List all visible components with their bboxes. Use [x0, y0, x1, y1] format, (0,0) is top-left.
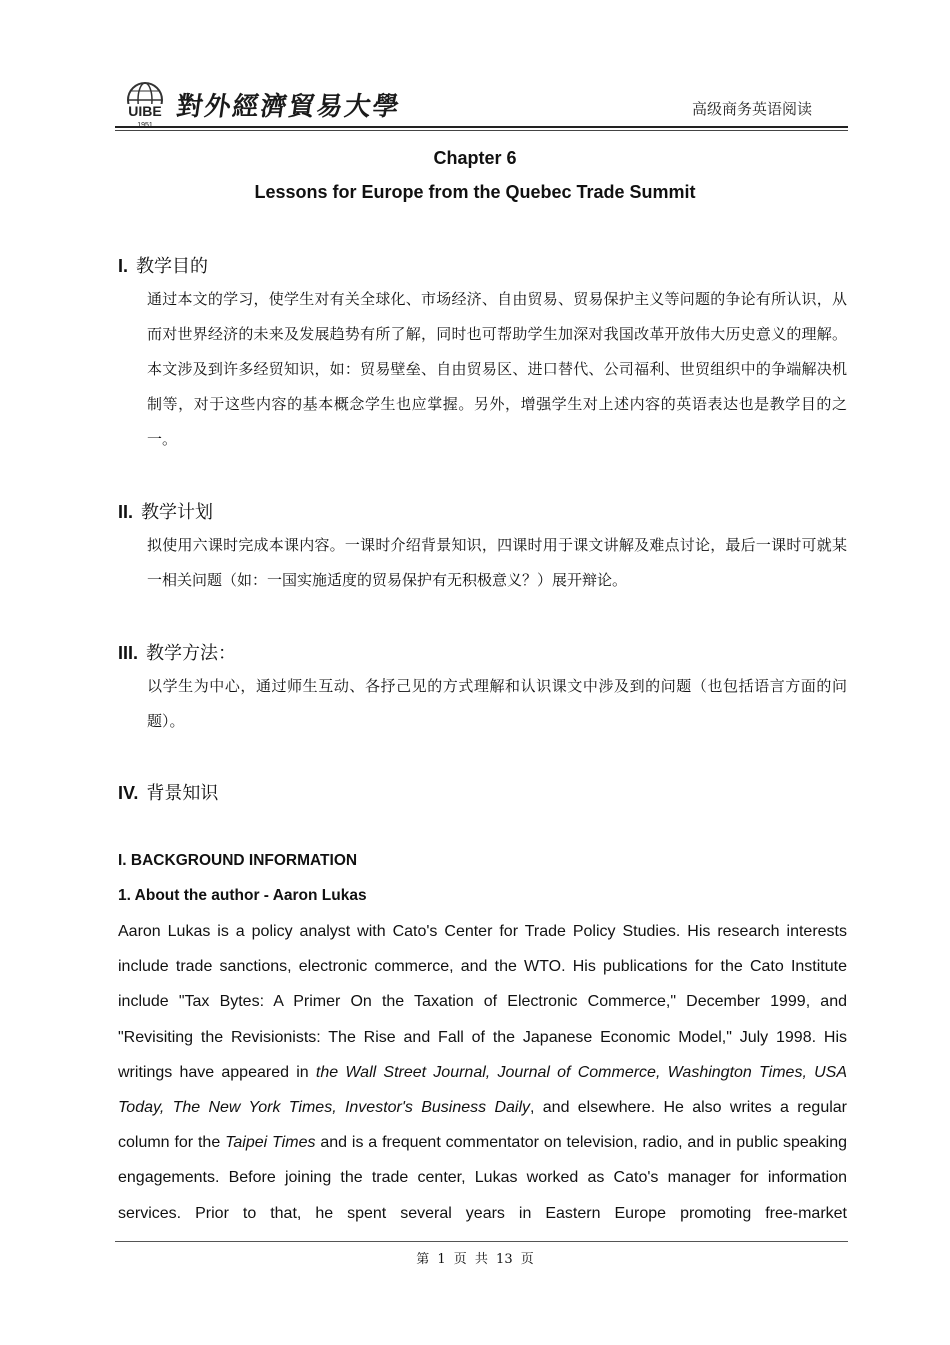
section-heading-objectives: [118, 252, 208, 278]
footer-rule: [115, 1241, 848, 1242]
author-text-part3: and is a frequent commentator on television, radio, and in public speaking engagements. Before joining the trade center, Lukas worked as Cato's manager for information services. Prior to that, he spent several years in Eastern Europe promoting free-market: [118, 1134, 847, 1222]
page-number: 第 1 页 共 13 页: [416, 1252, 534, 1267]
chapter-subtitle: Lessons for Europe from the Quebec Trade Summit: [254, 182, 696, 202]
page-header: [115, 78, 848, 130]
background-heading: I. BACKGROUND INFORMATION: [118, 852, 358, 869]
header-rule-thin: [115, 130, 848, 131]
author-text-part2: , and elsewhere. He also writes a regular column for the: [118, 1099, 847, 1152]
plan-paragraph: 拟使用六课时完成本课内容。一课时介绍背景知识，四课时用于课文讲解及难点讨论，最后一课时可就某一相关问题（如：一国实施适度的贸易保护有无积极意义？）展开辩论。: [147, 536, 847, 589]
author-paragraph: [118, 914, 847, 1231]
author-subheading: 1. About the author - Aaron Lukas: [118, 887, 367, 904]
section-number: IV.: [118, 783, 139, 803]
publications-list: the Wall Street Journal, Journal of Commerce, Washington Times, USA Today, The New York Times, Investor's Business Daily: [118, 1063, 848, 1117]
section-title: 教学计划: [141, 502, 214, 522]
author-text-part1: Aaron Lukas is a policy analyst with Cato's Center for Trade Policy Studies. His research interests include trade sanctions, electronic commerce, and the WTO. His publications for the Cato Institute include "Tax Bytes: A Primer On the Taxation of Electronic Commerce," December 1999, and "Revisiting the Revisionists: The Rise and Fall of the Japanese Economic Model," July 1998. His writings have appeared in: [118, 923, 847, 1081]
header-rule-thick: [115, 126, 848, 128]
section-title: 教学方法：: [146, 643, 237, 663]
section-heading-background: [118, 779, 218, 805]
section-number: III.: [118, 643, 139, 663]
section-title: 背景知识: [146, 783, 219, 803]
university-name: 對外經濟貿易大學: [174, 92, 403, 122]
section-number: II.: [118, 502, 134, 522]
course-title: 高级商务英语阅读: [691, 101, 812, 118]
objectives-paragraph: 通过本文的学习，使学生对有关全球化、市场经济、自由贸易、贸易保护主义等问题的争论有所认识，从而对世界经济的未来及发展趋势有所了解，同时也可帮助学生加深对我国改革开放伟大历史意义的理解。本文涉及到许多经贸知识，如：贸易壁垒、自由贸易区、进口替代、公司福利、世贸组织中的争端解决机制等，对于这些内容的基本概念学生也应掌握。另外，增强学生对上述内容的英语表达也是教学目的之一。: [147, 290, 847, 448]
section-number: I.: [118, 256, 129, 276]
chapter-title: Chapter 6: [433, 148, 517, 168]
section-heading-method: [118, 639, 236, 665]
svg-text:UIBE: UIBE: [128, 103, 162, 119]
section-title: 教学目的: [136, 256, 209, 276]
method-paragraph: 以学生为中心，通过师生互动、各抒己见的方式理解和认识课文中涉及到的问题（也包括语言方面的问题）。: [147, 677, 847, 730]
taipei-times: Taipei Times: [225, 1134, 316, 1152]
section-heading-plan: [118, 498, 213, 524]
university-logo-icon: [115, 78, 175, 130]
